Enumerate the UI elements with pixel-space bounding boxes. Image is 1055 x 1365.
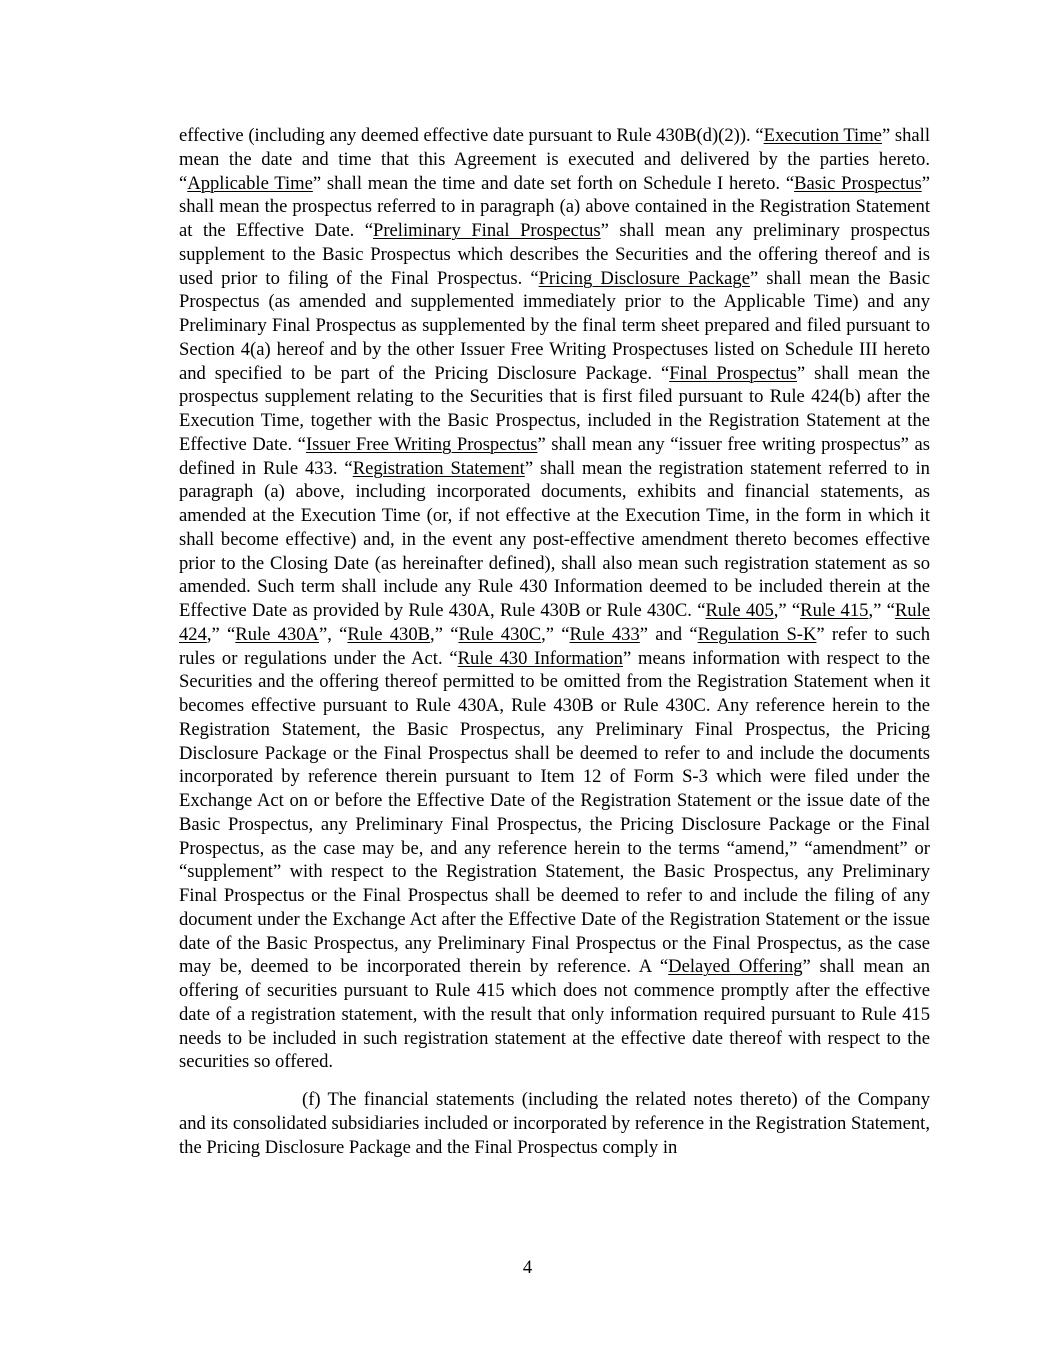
defined-term: Delayed Offering <box>668 956 803 978</box>
text-run: ” shall mean the prospectus referred to in paragraph (a) above contained in the Registration Statement at the Effective Date. “ <box>179 172 930 241</box>
defined-term: Pricing Disclosure Package <box>538 267 750 289</box>
text-run: ,” “ <box>206 623 236 645</box>
paragraph-f-text: (f) The financial statements (including the related notes thereto) of the Company and its consolidated subsidiaries included or incorporated by reference in the Registration Statement, the Pricing Disclosure Package and the Final Prospectus comply in <box>179 1089 930 1158</box>
text-run: ” shall mean the Basic Prospectus (as amended and supplemented immediately prior to the Applicable Time) and any Preliminary Final Prospectus as supplemented by the final term sheet prepared and filed pursuant to Section 4(a) hereof and by the other Issuer Free Writing Prospectuses listed on Schedule III hereto and specified to be part of the Pricing Disclosure Package. “ <box>179 267 930 384</box>
text-run: ” shall mean the prospectus supplement relating to the Securities that is first filed pursuant to Rule 424(b) after the Execution Time, together with the Basic Prospectus, included in the Registration Statement at the Effective Date. “ <box>179 362 930 455</box>
defined-term: Rule 405 <box>705 600 774 621</box>
text-run: ” shall mean any preliminary prospectus supplement to the Basic Prospectus which describes the Securities and the offering thereof and is used prior to filing of the Final Prospectus. “ <box>179 220 930 289</box>
defined-term: Rule 430A <box>235 623 319 645</box>
text-run: ” shall mean any “issuer free writing prospectus” as defined in Rule 433. “ <box>179 433 930 479</box>
defined-term: Rule 430 Information <box>457 647 623 669</box>
text-run: ,” “ <box>773 600 801 621</box>
document-body <box>179 124 930 1159</box>
text-run: ,” “ <box>868 600 895 621</box>
text-run: ” shall mean the registration statement referred to in paragraph (a) above, including incorporated documents, exhibits and financial statements, as amended at the Execution Time (or, if not effective at the Execution Time, in the form in which it shall become effective) and, in the event any post-effective amendment thereto becomes effective prior to the Closing Date (as hereinafter defined), shall also mean such registration statement as so amended. Such term shall include any Rule 430 Information deemed to be included therein at the Effective Date as provided by Rule 430A, Rule 430B or Rule 430C. “ <box>179 457 930 621</box>
text-run: effective (including any deemed effective date pursuant to Rule 430B(d)(2)). “ <box>179 125 764 146</box>
defined-term: Rule 433 <box>569 623 640 645</box>
defined-term: Final Prospectus <box>669 362 797 384</box>
defined-term: Regulation S-K <box>697 623 817 645</box>
text-run: ” shall mean an offering of securities pursuant to Rule 415 which does not commence promptly after the effective date of a registration statement, with the result that only information required pursuant to Rule 415 needs to be included in such registration statement at the effective date thereof with respect to the securities so offered. <box>179 956 930 1073</box>
text-run: ”, “ <box>318 623 348 645</box>
text-run: ” shall mean the date and time that this Agreement is executed and delivered by the parties hereto. “ <box>179 125 931 194</box>
defined-term: Basic Prospectus <box>794 172 922 194</box>
text-run: ” means information with respect to the Securities and the offering thereof permitted to be omitted from the Registration Statement when it becomes effective pursuant to Rule 430A, Rule 430B or Rule 430C. Any reference herein to the Registration Statement, the Basic Prospectus, any Preliminary Final Prospectus, the Pricing Disclosure Package or the Final Prospectus shall be deemed to refer to and include the documents incorporated by reference therein pursuant to Item 12 of Form S-3 which were filed under the Exchange Act on or before the Effective Date of the Registration Statement or the issue date of the Basic Prospectus, any Preliminary Final Prospectus, the Pricing Disclosure Package or the Final Prospectus, as the case may be, and any reference herein to the terms “amend,” “amendment” or “supplement” with respect to the Registration Statement, the Basic Prospectus, any Preliminary Final Prospectus or the Final Prospectus shall be deemed to refer to and include the filing of any document under the Exchange Act after the Effective Date of the Registration Statement or the issue date of the Basic Prospectus, any Preliminary Final Prospectus or the Final Prospectus, as the case may be, deemed to be incorporated therein by reference. A “ <box>179 647 930 978</box>
page-number: 4 <box>522 1257 533 1278</box>
defined-term: Rule 415 <box>800 600 869 621</box>
defined-term: Execution Time <box>763 125 882 146</box>
paragraph-definitions <box>179 124 930 1074</box>
defined-term: Rule 430B <box>347 623 431 645</box>
text-run: ,” “ <box>430 623 459 645</box>
defined-term: Rule 430C <box>458 623 542 645</box>
paragraph-f <box>179 1088 930 1159</box>
defined-term: Rule 424 <box>179 600 930 645</box>
text-run: ” and “ <box>639 623 698 645</box>
text-run: ” refer to such rules or regulations under the Act. “ <box>179 623 931 669</box>
defined-term: Applicable Time <box>187 172 313 194</box>
defined-term: Preliminary Final Prospectus <box>373 220 601 241</box>
defined-term: Issuer Free Writing Prospectus <box>305 433 538 455</box>
text-run: ” shall mean the time and date set forth on Schedule I hereto. “ <box>312 172 795 194</box>
defined-term: Registration Statement <box>352 457 525 479</box>
text-run: ,” “ <box>541 623 570 645</box>
